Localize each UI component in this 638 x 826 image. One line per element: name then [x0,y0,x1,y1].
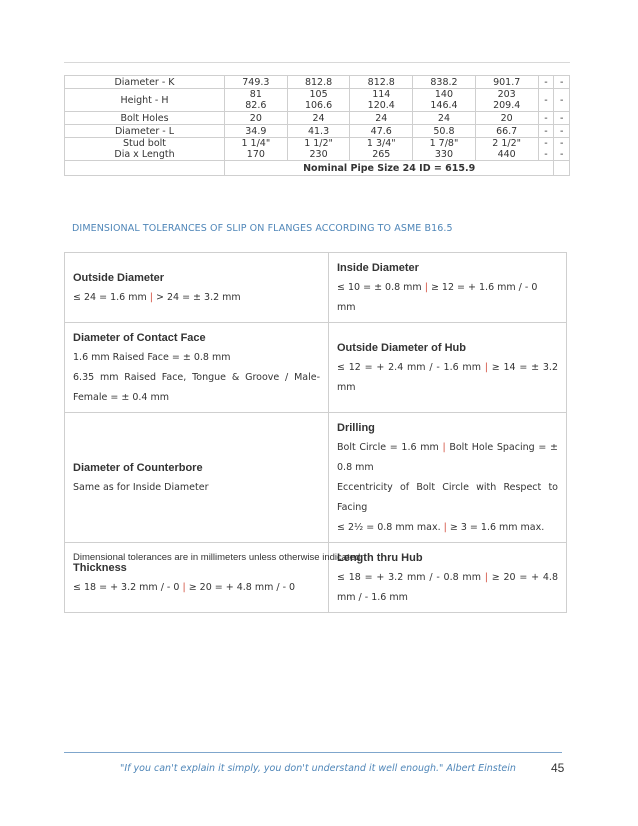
length-hub-text: ≤ 18 = + 3.2 mm / - 0.8 mm | ≥ 20 = + 4.8 [337,572,558,583]
table-cell: 34.9 [225,125,288,138]
table-cell: 1 7/8" 330 [413,138,476,161]
footer-quote: "If you can't explain it simply, you don't understand it well enough." Albert Einstein [120,763,516,774]
table-cell: 47.6 [350,125,413,138]
length-hub-line2: mm / - 1.6 mm [337,592,408,603]
table-cell: - [538,112,554,125]
row-label: Bolt Holes [65,112,225,125]
drilling-text: Bolt Circle = 1.6 mm | Bolt Hole Spacing = ± [337,442,558,453]
row-label: Diameter - L [65,125,225,138]
outside-diameter-heading: Outside Diameter [73,272,165,284]
table-cell: 140 146.4 [413,89,476,112]
contact-face-line3: Female = ± 0.4 mm [73,392,169,403]
table-cell: 50.8 [413,125,476,138]
table-cell: - [554,125,570,138]
inside-diameter-cell [329,253,567,323]
table-cell: - [538,89,554,112]
contact-face-heading: Diameter of Contact Face [73,332,206,344]
thickness-text: ≤ 18 = + 3.2 mm / - 0 | ≥ 20 = + 4.8 mm / - 0 [73,582,296,593]
row-label: Diameter - K [65,76,225,89]
table-cell: 2 1/2" 440 [475,138,538,161]
table-cell: 901.7 [475,76,538,89]
table-cell: 24 [350,112,413,125]
contact-face-line1: 1.6 mm Raised Face = ± 0.8 mm [73,352,231,363]
page-number: 45 [551,761,565,775]
drilling-line4: Facing [337,502,368,513]
table-row-nominal [65,161,570,176]
table-row [65,125,570,138]
table-cell: - [538,125,554,138]
table-cell: - - [554,138,570,161]
table-row [65,89,570,112]
table-cell: 66.7 [475,125,538,138]
table-cell: 812.8 [287,76,350,89]
table-cell: 203 209.4 [475,89,538,112]
nominal-size-cell: Nominal Pipe Size 24 ID = 615.9 [225,161,554,176]
drilling-line3: Eccentricity of Bolt Circle with Respect to [337,482,558,493]
empty-cell [554,161,570,176]
row-label: Height - H [65,89,225,112]
drilling-heading: Drilling [337,422,375,434]
table-row [65,112,570,125]
hub-outside-line2: mm [337,382,356,393]
table-cell: 838.2 [413,76,476,89]
table-cell: 24 [287,112,350,125]
table-row [65,76,570,89]
table-cell: 114 120.4 [350,89,413,112]
thickness-heading: Thickness [73,562,127,574]
table-cell: 1 1/4" 170 [225,138,288,161]
table-cell: 20 [225,112,288,125]
footer-line [64,752,562,753]
table-cell: 105 106.6 [287,89,350,112]
length-hub-heading: Length thru Hub [337,552,423,564]
drilling-line2: 0.8 mm [337,462,374,473]
top-separator [64,62,570,63]
outside-diameter-text: ≤ 24 = 1.6 mm | > 24 = ± 3.2 mm [73,292,241,303]
table-cell: 749.3 [225,76,288,89]
counterbore-heading: Diameter of Counterbore [73,462,203,474]
empty-cell [65,161,225,176]
tolerance-note: Dimensional tolerances are in millimeters unless otherwise indicated. [73,552,363,563]
table-cell: 41.3 [287,125,350,138]
drilling-cell [329,413,567,543]
hub-outside-text: ≤ 12 = + 2.4 mm / - 1.6 mm | ≥ 14 = ± 3.2 [337,362,558,373]
counterbore-text: Same as for Inside Diameter [73,482,209,493]
table-cell: 24 [413,112,476,125]
row-label: Stud bolt Dia x Length [65,138,225,161]
counterbore-cell [65,413,329,543]
dimensions-table [64,75,570,176]
table-cell: - [554,112,570,125]
table-cell: - - [538,138,554,161]
table-cell: 812.8 [350,76,413,89]
inside-diameter-heading: Inside Diameter [337,262,419,274]
table-cell: 20 [475,112,538,125]
contact-face-cell [65,323,329,413]
table-cell: - [538,76,554,89]
inside-diameter-text: ≤ 10 = ± 0.8 mm | ≥ 12 = + 1.6 mm / - 0 mm [337,282,538,313]
section-title: DIMENSIONAL TOLERANCES OF SLIP ON FLANGES ACCORDING TO ASME B16.5 [72,223,453,234]
contact-face-line2: 6.35 mm Raised Face, Tongue & Groove / Male- [73,372,320,383]
outside-diameter-cell [65,253,329,323]
table-row [65,138,570,161]
table-cell: - [554,89,570,112]
table-cell: 1 1/2" 230 [287,138,350,161]
table-cell: 1 3/4" 265 [350,138,413,161]
table-cell: - [554,76,570,89]
table-cell: 81 82.6 [225,89,288,112]
hub-outside-cell [329,323,567,413]
length-hub-cell [329,543,567,613]
drilling-line5: ≤ 2⅟₂ = 0.8 mm max. | ≥ 3 = 1.6 mm max. [337,522,545,533]
hub-outside-heading: Outside Diameter of Hub [337,342,466,354]
